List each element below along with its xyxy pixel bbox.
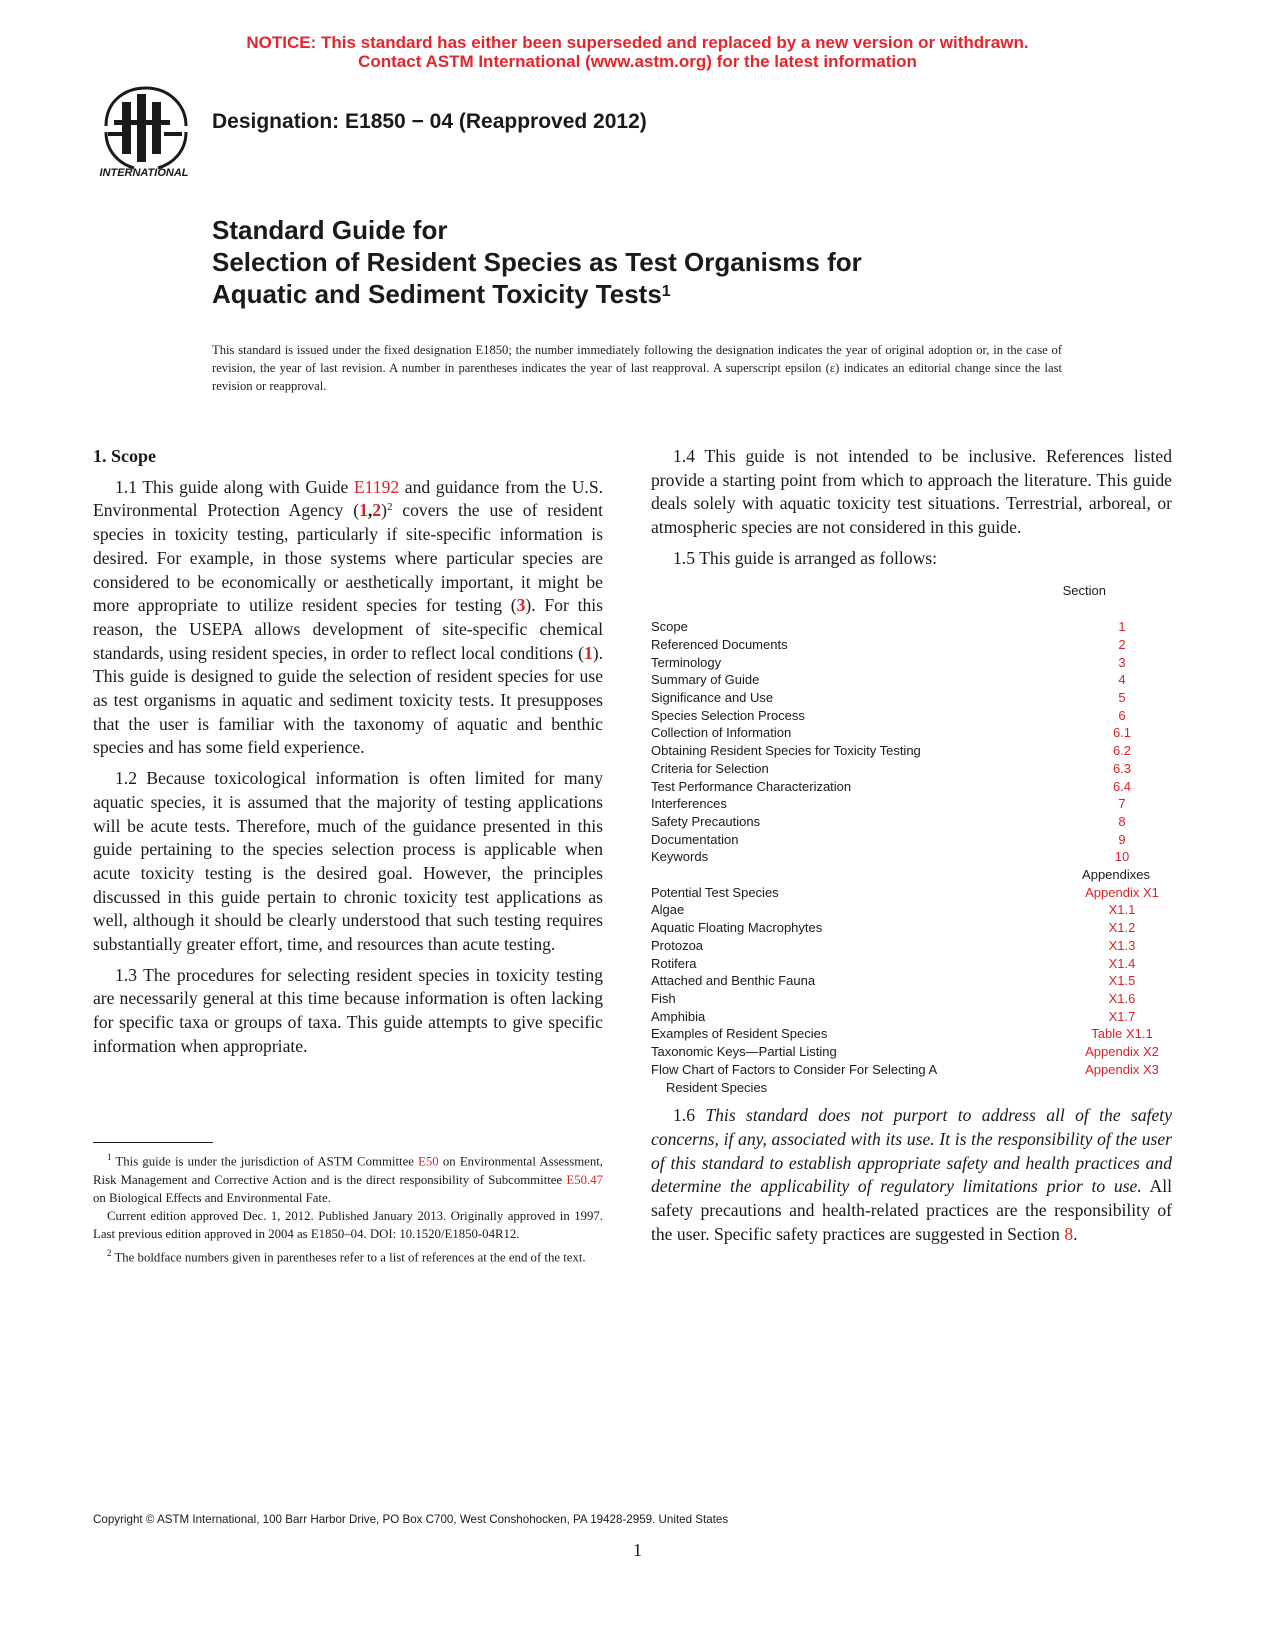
page-number: 1	[633, 1540, 642, 1560]
toc-section-link[interactable]: X1.3	[1108, 937, 1136, 953]
right-column	[651, 445, 1172, 1253]
logo-label: INTERNATIONAL	[99, 167, 189, 178]
paragraph-1-3: 1.3 The procedures for selecting resident species in toxicity testing are necessarily general at this time because information is often lacking for specific taxa or groups of taxa. This guide attempts to give specific information when appropriate.	[93, 964, 603, 1056]
toc-row	[651, 1025, 1172, 1043]
link-e50[interactable]: E50	[418, 1154, 439, 1169]
copyright-line: Copyright © ASTM International, 100 Barr Harbor Drive, PO Box C700, West Conshohocken, PA 19428-2959. United States	[93, 1513, 729, 1526]
footnote-2: $^2$ The boldface numbers given in parentheses refer to a list of references at the end of the text.	[107, 1247, 586, 1265]
toc-section-link[interactable]: Table X1.1	[1091, 1026, 1153, 1042]
toc-label: Safety Precautions	[651, 813, 761, 829]
toc-section-link[interactable]: X1.6	[1108, 990, 1136, 1006]
toc-label: Examples of Resident Species	[651, 1026, 828, 1042]
paragraph-1-4: 1.4 This guide is not intended to be inclusive. References listed provide a starting point from which to approach the literature. This guide deals solely with aquatic toxicity test situations. Terrestrial, arboreal, or atmospheric species are not considered in this guide.	[651, 446, 1172, 538]
toc-section-link[interactable]: 6.3	[1112, 760, 1132, 776]
withdrawn-notice	[0, 33, 1275, 71]
toc-row	[651, 990, 1172, 1008]
toc-section-link[interactable]: 6.1	[1112, 725, 1132, 741]
toc-row	[651, 689, 1172, 707]
footnote-rule	[93, 1142, 213, 1143]
link-section-8[interactable]: 8	[1064, 1223, 1074, 1244]
title-line-1: Standard Guide for	[212, 215, 448, 245]
paragraph-1-2: 1.2 Because toxicological information is often limited for many aquatic species, it is assumed that the majority of testing applications will be acute tests. Therefore, much of the guidance presented in this guide pertaining to the species selection process is applicable when acute toxicity testing is the desired goal. However, the principles discussed in this guide pertain to chronic toxicity test applications as well, although it should be clearly understood that such testing requires substantially greater effort, time, and resources than acute testing.	[93, 768, 603, 955]
toc-section-link[interactable]: 6	[1118, 707, 1126, 723]
title-line-3: Aquatic and Sediment Toxicity Tests$^1$	[212, 279, 671, 309]
document-title	[212, 214, 1112, 310]
toc-label: Amphibia	[651, 1008, 706, 1024]
toc-label: Rotifera	[651, 955, 697, 971]
toc-row	[651, 760, 1172, 778]
toc-section-link[interactable]: 8	[1118, 813, 1126, 829]
paragraph-1-1: 1.1 This guide along with Guide E1192 and guidance from the U.S. Environmental Protection Agency (1,2)$^2$ covers the use of resident species in toxicity testing, particularly if site-specific information is desired. For example, in those systems where particular species are considered to be economically or aesthetically important, it might be more appropriate to utilize resident species for testing (3). For this reason, the USEPA allows development of site-specific chemical standards, using resident species, in order to reflect local conditions (1). This guide is designed to guide the selection of resident species for use as test organisms in aquatic and sediment toxicity tests. It presupposes that the user is familiar with the taxonomy of aquatic and benthic species and has some field experience.	[93, 476, 603, 758]
toc-row	[651, 972, 1172, 990]
toc-label: Referenced Documents	[651, 636, 788, 652]
toc-row	[651, 618, 1172, 636]
toc-section-link[interactable]: X1.2	[1108, 920, 1136, 936]
table-of-contents	[651, 579, 1172, 1097]
toc-label: Aquatic Floating Macrophytes	[651, 920, 823, 936]
toc-section-link[interactable]: 5	[1118, 690, 1126, 706]
toc-row	[651, 1043, 1172, 1061]
notice-line-1: NOTICE: This standard has either been superseded and replaced by a new version or withdrawn.	[246, 33, 1029, 52]
link-e50-47[interactable]: E50.47	[566, 1172, 603, 1187]
section-heading-scope: 1. Scope	[93, 446, 156, 466]
toc-section-link[interactable]: X1.4	[1108, 955, 1136, 971]
title-line-2: Selection of Resident Species as Test Organisms for	[212, 247, 862, 277]
toc-row	[651, 831, 1172, 849]
toc-label: Collection of Information	[651, 725, 792, 741]
toc-continuation: Resident Species	[666, 1079, 768, 1095]
toc-section-link[interactable]: 1	[1118, 619, 1126, 635]
toc-section-link[interactable]: 4	[1118, 672, 1126, 688]
issuance-note: This standard is issued under the fixed designation E1850; the number immediately following the designation indicates the year of original adoption or, in the case of revision, the year of last revision. A number in parentheses indicates the year of last reapproval. A superscript epsilon (ε) indicates an editorial change since the last revision or reapproval.	[212, 343, 1062, 393]
toc-label: Algae	[651, 902, 685, 918]
toc-label: Obtaining Resident Species for Toxicity Testing	[651, 743, 921, 759]
toc-label: Documentation	[651, 831, 739, 847]
paragraph-1-5: 1.5 This guide is arranged as follows:	[673, 547, 938, 568]
toc-row	[651, 1061, 1172, 1079]
ref-link-3[interactable]: 3	[516, 595, 526, 616]
toc-label: Taxonomic Keys—Partial Listing	[651, 1044, 837, 1060]
title-footnote-mark: 1	[661, 283, 671, 300]
toc-label: Summary of Guide	[651, 672, 760, 688]
footnote-1: $^1$ This guide is under the jurisdiction of ASTM Committee E50 on Environmental Assessment, Risk Management and Corrective Action and is the direct responsibility of Subcommittee E50.47 on Biological Effects and Environmental Fate.	[93, 1152, 603, 1205]
toc-row	[651, 636, 1172, 654]
toc-label: Scope	[651, 619, 688, 635]
footnote-mark-2: 2	[386, 501, 393, 514]
designation: Designation: E1850 − 04 (Reapproved 2012)	[212, 110, 647, 133]
toc-section-link[interactable]: Appendix X1	[1085, 884, 1159, 900]
toc-row	[651, 795, 1172, 813]
toc-section-link[interactable]: 3	[1118, 654, 1126, 670]
toc-section-link[interactable]: 6.2	[1112, 743, 1132, 759]
toc-row	[651, 901, 1172, 919]
ref-link-1b[interactable]: 1	[583, 642, 593, 663]
toc-row	[651, 955, 1172, 973]
toc-label: Flow Chart of Factors to Consider For Selecting A	[651, 1061, 938, 1077]
footnote-1-edition: Current edition approved Dec. 1, 2012. Published January 2013. Originally approved in 1997. Last previous edition approved in 2004 as E1850–04. DOI: 10.1520/E1850-04R12.	[93, 1209, 603, 1242]
astm-logo	[94, 82, 194, 178]
toc-row	[651, 671, 1172, 689]
toc-row	[651, 884, 1172, 902]
toc-section-link[interactable]: X1.7	[1108, 1008, 1136, 1024]
toc-section-link[interactable]: 9	[1118, 831, 1126, 847]
toc-section-link[interactable]: 10	[1114, 849, 1130, 865]
toc-label: Terminology	[651, 654, 722, 670]
toc-label: Criteria for Selection	[651, 760, 769, 776]
toc-section-link[interactable]: Appendix X2	[1085, 1044, 1159, 1060]
toc-row	[651, 813, 1172, 831]
ref-link-2[interactable]: 2	[372, 500, 382, 521]
toc-appendixes-label: Appendixes	[1082, 867, 1150, 883]
toc-row	[651, 724, 1172, 742]
toc-label: Potential Test Species	[651, 884, 779, 900]
ref-link-1[interactable]: 1	[359, 500, 368, 521]
toc-section-link[interactable]: X1.5	[1108, 973, 1136, 989]
toc-section-link[interactable]: X1.1	[1108, 902, 1136, 918]
paragraph-1-6: 1.6 This standard does not purport to address all of the safety concerns, if any, associated with its use. It is the responsibility of the user of this standard to establish appropriate safety and health practices and determine the applicability of regulatory limitations prior to use. All safety precautions and health-related practices are the responsibility of the user. Specific safety practices are suggested in Section 8.	[651, 1105, 1173, 1244]
toc-section-link[interactable]: 7	[1118, 796, 1126, 812]
toc-label: Significance and Use	[651, 690, 774, 706]
toc-header: Section	[1062, 582, 1106, 598]
toc-row	[651, 707, 1172, 725]
toc-section-link[interactable]: 2	[1118, 636, 1126, 652]
toc-label: Species Selection Process	[651, 707, 805, 723]
toc-row	[651, 778, 1172, 796]
toc-label: Attached and Benthic Fauna	[651, 973, 816, 989]
toc-section-link[interactable]: 6.4	[1112, 778, 1132, 794]
toc-label: Interferences	[651, 796, 727, 812]
toc-row	[651, 848, 1172, 866]
toc-label: Test Performance Characterization	[651, 778, 852, 794]
link-e1192[interactable]: E1192	[353, 476, 400, 497]
left-column	[93, 445, 603, 1066]
toc-label: Keywords	[651, 849, 709, 865]
toc-row	[651, 919, 1172, 937]
toc-row	[651, 1008, 1172, 1026]
toc-row	[651, 742, 1172, 760]
toc-label: Fish	[651, 990, 676, 1006]
notice-line-2: Contact ASTM International (www.astm.org) for the latest information	[358, 52, 917, 71]
footnotes	[93, 1148, 603, 1266]
toc-section-link[interactable]: Appendix X3	[1085, 1061, 1159, 1077]
toc-label: Protozoa	[651, 937, 704, 953]
toc-row	[651, 654, 1172, 672]
toc-row	[651, 937, 1172, 955]
